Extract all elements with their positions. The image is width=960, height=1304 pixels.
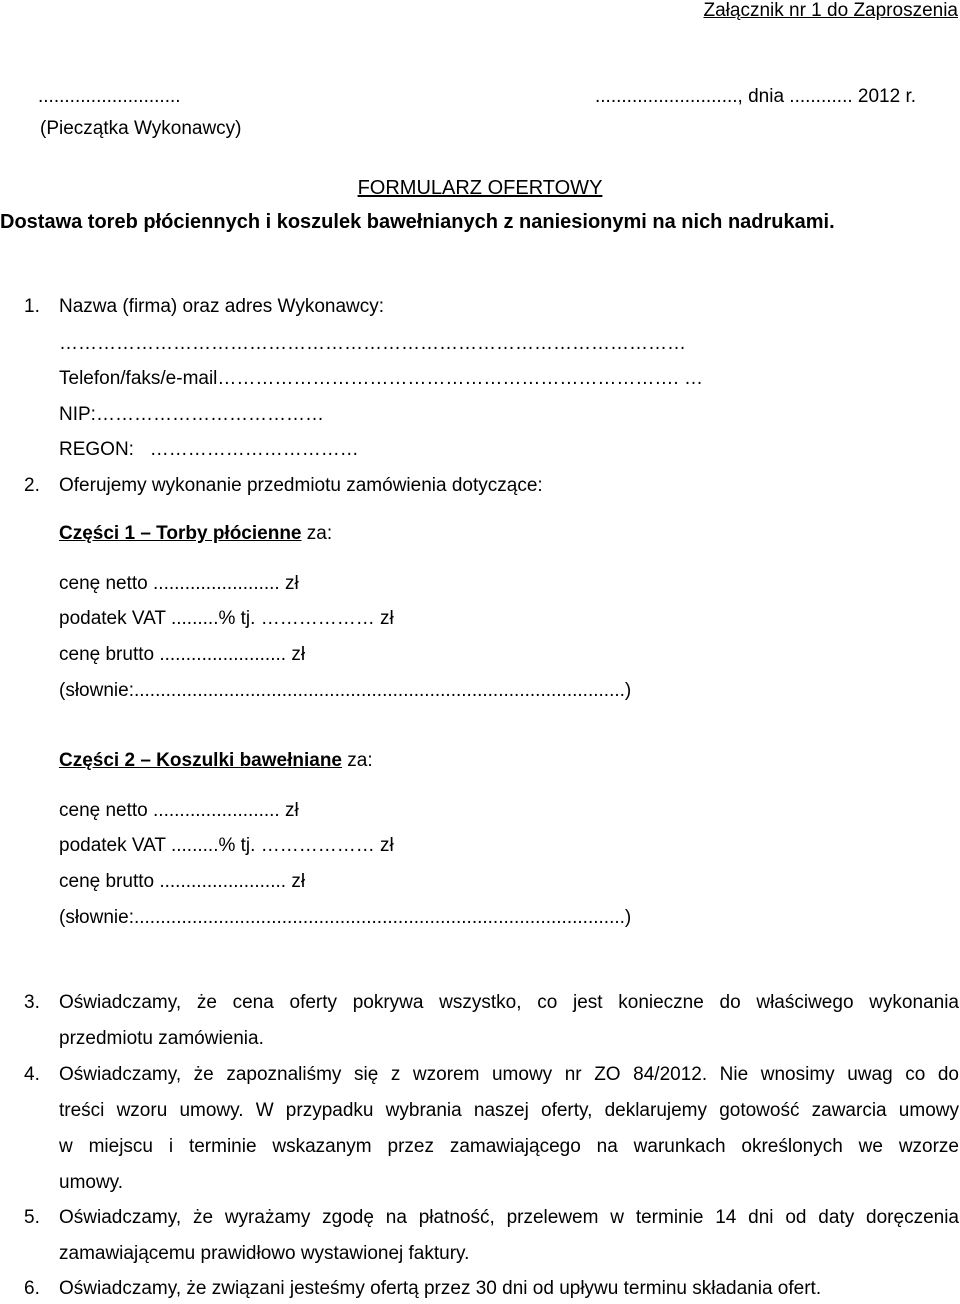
section-3-number: 3. <box>24 992 40 1013</box>
part-1-words: (słownie:.............................................................................................) <box>59 680 632 701</box>
company-name-field: ……………………………………………………………………………………… <box>59 333 686 354</box>
contact-field: Telefon/faks/e-mail………………………………………………………………. … <box>59 368 703 389</box>
section-3-text <box>59 985 959 1057</box>
section-5-number: 5. <box>24 1207 40 1228</box>
part-1-heading-line <box>59 523 332 545</box>
part-2-brutto: cenę brutto ........................ zł <box>59 871 306 892</box>
annex-reference: Załącznik nr 1 do Zaproszenia <box>703 0 958 21</box>
section-4-number: 4. <box>24 1064 40 1085</box>
section-5-line-2: zamawiającemu prawidłowo wystawionej faktury. <box>59 1243 470 1264</box>
part-1-brutto: cenę brutto ........................ zł <box>59 644 306 665</box>
part-1-heading: Części 1 – Torby płócienne <box>59 523 302 544</box>
section-5-line-1: Oświadczamy, że wyrażamy zgodę na płatność, przelewem w terminie 14 dni od daty doręczenia <box>59 1207 959 1228</box>
part-2-suffix: za: <box>342 750 373 771</box>
section-4-line-2: treści wzoru umowy. W przypadku wybrania naszej oferty, deklarujemy gotowość zawarcia umowy <box>59 1100 959 1121</box>
section-2-number: 2. <box>24 475 40 496</box>
stamp-dots: ........................... <box>38 86 181 107</box>
stamp-label: (Pieczątka Wykonawcy) <box>40 118 242 139</box>
section-1-number: 1. <box>24 296 40 317</box>
part-2-netto: cenę netto ........................ zł <box>59 800 299 821</box>
section-1-label: Nazwa (firma) oraz adres Wykonawcy: <box>59 296 385 317</box>
form-subtitle: Dostawa toreb płóciennych i koszulek bawełnianych z naniesionymi na nich nadrukami. <box>0 211 835 233</box>
form-title: FORMULARZ OFERTOWY <box>357 177 603 199</box>
part-2-heading: Części 2 – Koszulki bawełniane <box>59 750 342 771</box>
section-4-text <box>59 1057 959 1201</box>
section-4-line-3: w miejscu i terminie wskazanym przez zamawiającego na warunkach określonych we wzorze <box>59 1136 959 1157</box>
section-3-line-2: przedmiotu zamówienia. <box>59 1028 264 1049</box>
section-5-text <box>59 1200 959 1272</box>
section-3-line-1: Oświadczamy, że cena oferty pokrywa wszystko, co jest konieczne do właściwego wykonania <box>59 992 959 1013</box>
section-6-text: Oświadczamy, że związani jesteśmy ofertą przez 30 dni od upływu terminu składania ofert. <box>59 1278 822 1299</box>
part-1-netto: cenę netto ........................ zł <box>59 573 299 594</box>
part-1-vat: podatek VAT .........% tj. ……………… zł <box>59 608 394 629</box>
section-6-number: 6. <box>24 1278 40 1299</box>
nip-field: NIP:……………………………… <box>59 404 324 425</box>
part-2-heading-line <box>59 750 373 772</box>
part-2-words: (słownie:.............................................................................................) <box>59 907 632 928</box>
regon-field: REGON: …………………………… <box>59 439 359 460</box>
part-1-suffix: za: <box>301 523 333 544</box>
part-2-vat: podatek VAT .........% tj. ……………… zł <box>59 835 394 856</box>
date-line: ..........................., dnia ............ 2012 r. <box>595 86 917 107</box>
section-4-line-1: Oświadczamy, że zapoznaliśmy się z wzorem umowy nr ZO 84/2012. Nie wnosimy uwag co do <box>59 1064 959 1085</box>
section-4-line-4: umowy. <box>59 1172 124 1193</box>
section-2-label: Oferujemy wykonanie przedmiotu zamówienia dotyczące: <box>59 475 543 496</box>
